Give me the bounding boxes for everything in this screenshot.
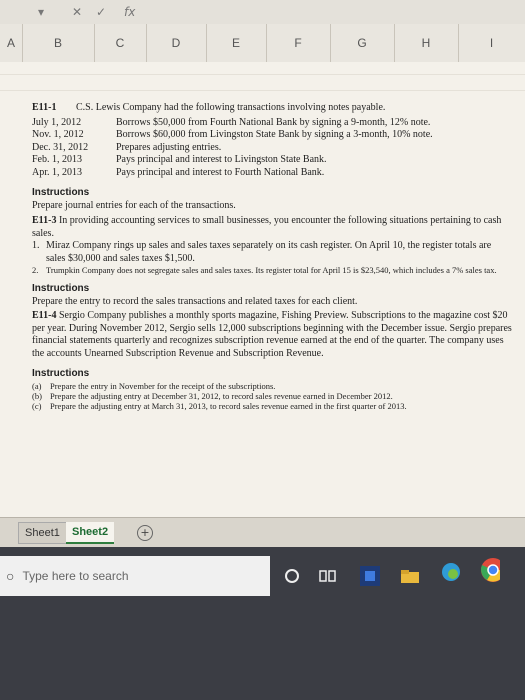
exercise-intro: In providing accounting services to small businesses, you encounter the following situations pertaining to cash sales. — [32, 215, 502, 239]
cancel-icon[interactable]: ✕ — [72, 5, 83, 19]
column-header-h[interactable]: H — [394, 24, 459, 62]
item-number: (a) — [32, 380, 42, 391]
store-icon[interactable] — [360, 566, 380, 586]
column-header-c[interactable]: C — [94, 24, 147, 62]
exercise-intro: Sergio Company publishes a monthly sports magazine, Fishing Preview. Subscriptions to the magazine cost $20 per year. During November 2012, Sergio sells 12,000 subscriptions beginning with the December issue. Sergio prepares financial statements quarterly and recognizes subscription revenue earned at the end of the quarter. The company uses the accounts Unearned Subscription Revenue and Subscription Revenue. — [32, 310, 512, 359]
column-header-d[interactable]: D — [146, 24, 207, 62]
search-placeholder: Type here to search — [22, 569, 129, 583]
instructions-text: Prepare the entry to record the sales transactions and related taxes for each client. — [32, 295, 358, 307]
column-header-f[interactable]: F — [266, 24, 331, 62]
transaction-text: Pays principal and interest to Fourth National Bank. — [116, 166, 325, 178]
list-item — [32, 381, 512, 391]
instructions-heading: Instructions — [32, 368, 90, 379]
transaction-date: Nov. 1, 2012 — [32, 129, 84, 140]
transaction-date: Dec. 31, 2012 — [32, 141, 89, 153]
transaction-row — [32, 167, 512, 180]
item-text: Trumpkin Company does not segregate sales and sales taxes. Its register total for April 15 is $23,540, which includes a 7% sales tax. — [46, 265, 497, 275]
list-item — [32, 265, 512, 275]
column-header-g[interactable]: G — [330, 24, 395, 62]
folder-icon[interactable] — [400, 566, 420, 586]
transaction-list — [32, 117, 512, 180]
column-header-e[interactable]: E — [206, 24, 267, 62]
transaction-text: Borrows $50,000 from Fourth National Bank by signing a 9-month, 12% note. — [116, 116, 431, 128]
item-number: (c) — [32, 400, 42, 411]
transaction-text: Borrows $60,000 from Livingston State Bank by signing a 3-month, 10% note. — [116, 129, 433, 140]
instructions-text: Prepare journal entries for each of the transactions. — [32, 199, 236, 211]
column-header-row — [0, 24, 525, 63]
sheet-tab-bar — [0, 517, 525, 548]
enter-icon[interactable]: ✓ — [96, 5, 107, 19]
item-number: (b) — [32, 390, 42, 401]
transaction-row — [32, 129, 512, 142]
column-header-b[interactable]: B — [22, 24, 95, 62]
item-text: Prepare the entry in November for the receipt of the subscriptions. — [50, 380, 276, 391]
list-item — [32, 391, 512, 401]
exercise-e11-1-header — [32, 102, 512, 115]
transaction-row — [32, 142, 512, 155]
transaction-date: Feb. 1, 2013 — [32, 154, 82, 165]
column-header-i[interactable]: I — [489, 36, 494, 50]
item-number: 1. — [32, 240, 40, 251]
item-text: Prepare the adjusting entry at March 31, 2013, to record sales revenue earned in the first quarter of 2013. — [50, 400, 407, 411]
instructions-heading: Instructions — [32, 283, 90, 294]
column-header-a[interactable]: A — [0, 24, 23, 62]
transaction-text: Prepares adjusting entries. — [116, 141, 222, 153]
chrome-icon[interactable] — [480, 560, 500, 580]
transaction-text: Pays principal and interest to Livingston State Bank. — [116, 154, 327, 165]
list-item — [32, 401, 512, 411]
instructions-heading: Instructions — [32, 187, 90, 198]
tab-sheet2[interactable]: Sheet2 — [66, 522, 114, 544]
item-text: Prepare the adjusting entry at December 31, 2012, to record sales revenue earned in December 2012. — [50, 390, 393, 401]
exercise-id: E11-1 — [32, 102, 57, 113]
transaction-row — [32, 154, 512, 167]
function-icon[interactable]: fx — [124, 5, 136, 19]
exercise-id: E11-3 — [32, 215, 57, 226]
task-view-icon[interactable] — [318, 566, 338, 586]
cortana-icon[interactable] — [282, 566, 302, 586]
transaction-date: Apr. 1, 2013 — [32, 166, 82, 178]
fb-dropdown-icon[interactable]: ▾ — [38, 5, 45, 19]
pasted-textbook-image — [32, 102, 512, 411]
taskbar-search-box[interactable] — [0, 556, 270, 596]
tab-sheet1[interactable]: Sheet1 — [18, 522, 67, 544]
exercise-e11-3 — [32, 215, 512, 240]
edge-browser-icon[interactable] — [440, 562, 460, 582]
formula-bar — [0, 0, 525, 25]
exercise-intro: C.S. Lewis Company had the following transactions involving notes payable. — [76, 102, 386, 113]
list-item — [32, 240, 512, 265]
transaction-row — [32, 117, 512, 130]
item-text: Miraz Company rings up sales and sales taxes separately on its cash register. On April 10, the register totals are sales $30,000 and sales taxes $1,500. — [46, 240, 492, 264]
exercise-e11-4 — [32, 310, 512, 360]
item-number: 2. — [32, 265, 39, 275]
add-sheet-button[interactable]: + — [137, 525, 153, 541]
transaction-date: July 1, 2012 — [32, 116, 82, 128]
search-icon: ○ — [6, 568, 15, 584]
exercise-id: E11-4 — [32, 310, 57, 321]
